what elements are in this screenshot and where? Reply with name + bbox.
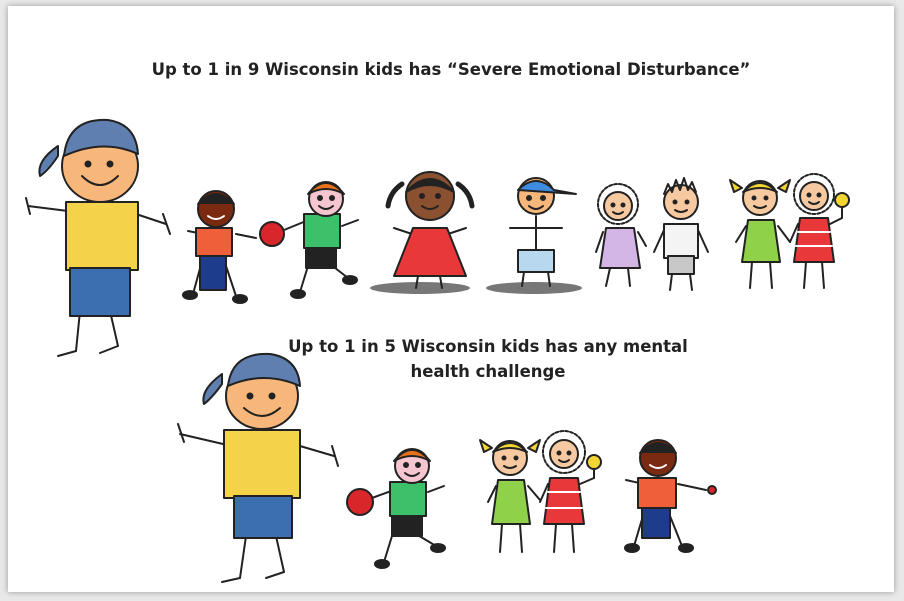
- illustration: [8, 6, 894, 592]
- girl-lime-dress-bottom: [480, 440, 540, 552]
- big-boy-blue-cap-top: [26, 120, 170, 356]
- caption-any-mental-health-line2: health challenge: [410, 362, 566, 381]
- girl-red-dress-lollipop-bottom: [540, 431, 601, 552]
- boy-light-blue-cap-top: [486, 178, 582, 294]
- girl-red-dress-top: [370, 172, 472, 294]
- caption-severe-emotional-disturbance: Up to 1 in 9 Wisconsin kids has “Severe Emotional Disturbance”: [151, 60, 751, 79]
- boy-orange-shirt-bottom: [625, 440, 716, 552]
- girl-red-dress-lollipop-top: [790, 174, 849, 288]
- girl-lime-dress-top: [730, 180, 790, 288]
- big-boy-blue-cap-bottom: [178, 354, 338, 582]
- slide: [8, 6, 894, 592]
- boy-with-ball-top: [260, 182, 358, 298]
- boy-with-ball-bottom: [347, 449, 445, 568]
- girl-lavender-dress-top: [596, 184, 646, 286]
- boy-orange-shirt-top: [183, 191, 256, 303]
- boy-spiky-hair-top: [654, 178, 708, 290]
- caption-any-mental-health-line1: Up to 1 in 5 Wisconsin kids has any mental: [288, 337, 688, 356]
